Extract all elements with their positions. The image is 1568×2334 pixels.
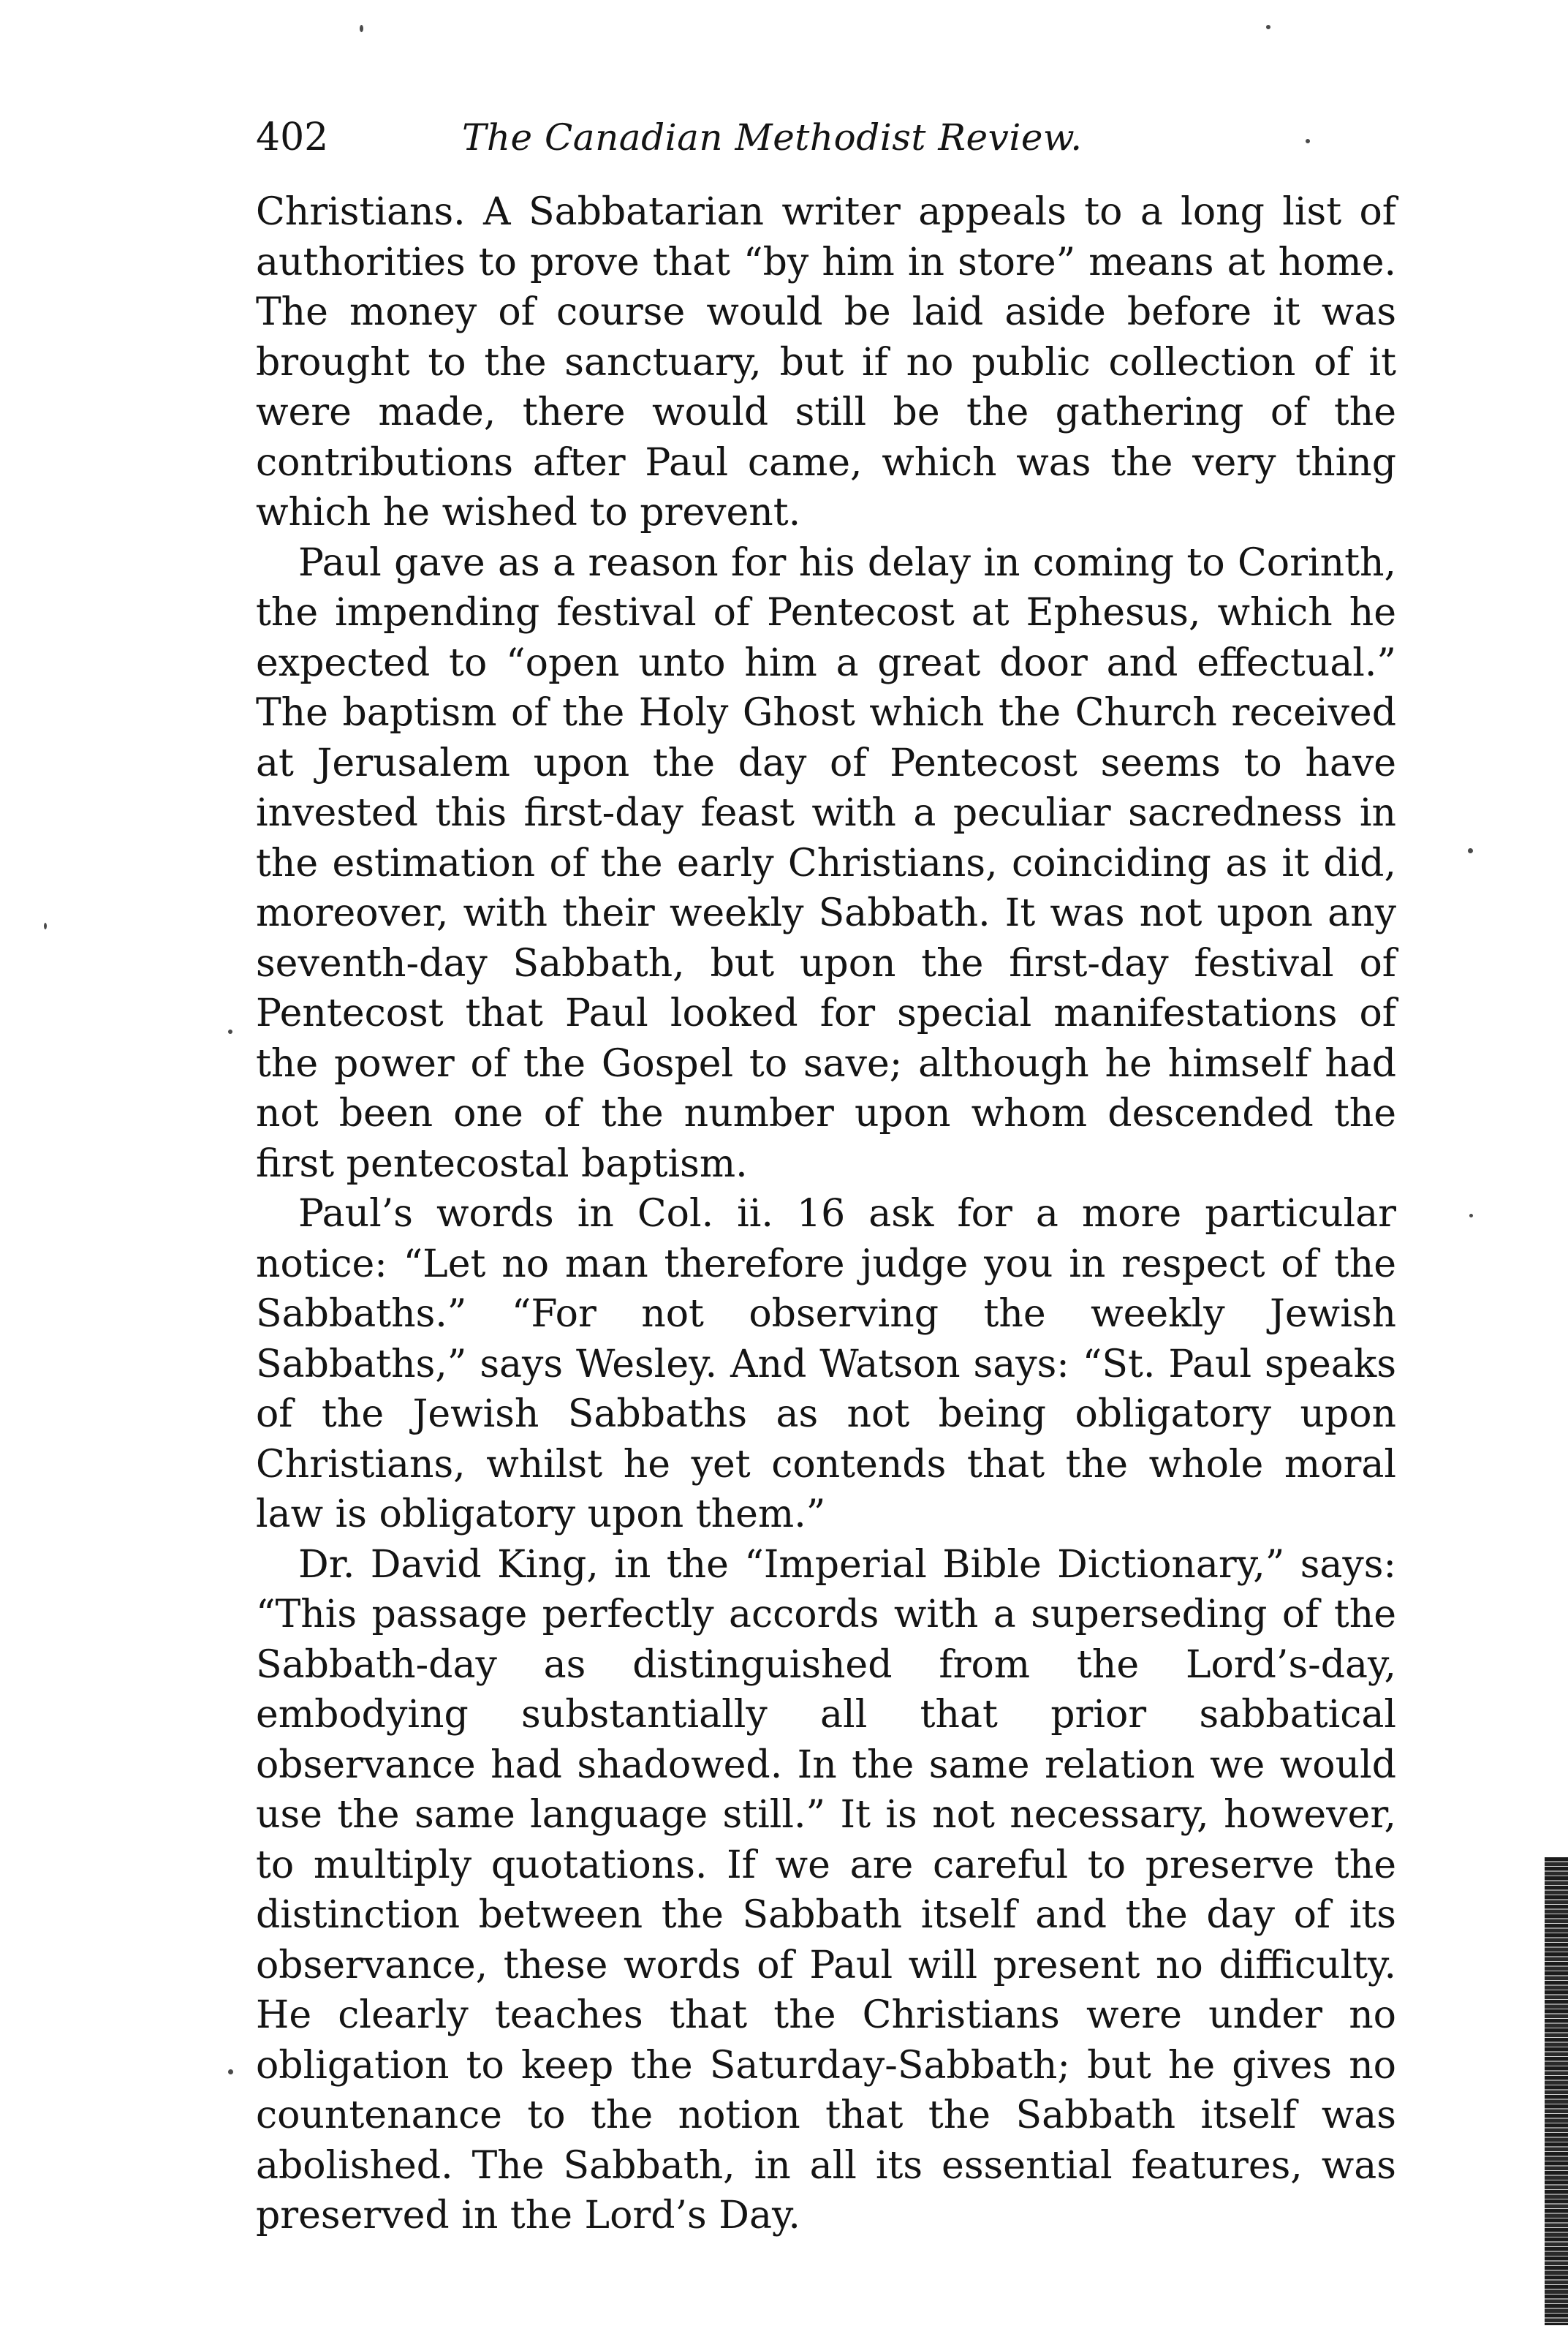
journal-title: The Canadian Methodist Review. xyxy=(462,116,1083,159)
print-speck xyxy=(1266,25,1270,29)
print-speck xyxy=(228,2069,233,2074)
print-speck xyxy=(1306,139,1310,143)
print-speck xyxy=(1468,848,1473,853)
print-speck xyxy=(360,25,363,32)
paragraph-3: Paul’s words in Col. ii. 16 ask for a more particular notice: “Let no man therefore judge you in respect of the Sabbaths.” “For not observing the weekly Jewish Sabbaths,” says Wesley. And Watson says: “St. Paul speaks of the Jewish Sabbaths as not being obligatory upon Christians, whilst he yet contends that the whole moral law is obligatory upon them.” xyxy=(256,1192,1396,1536)
scan-edge-artifact xyxy=(1545,1857,1568,2325)
paragraph-2: Paul gave as a reason for his delay in coming to Corinth, the impending festival of Pentecost at Ephesus, which he expected to “open unto him a great door and effectual.” The baptism of the Holy Ghost which the Church received at Jerusalem upon the day of Pentecost seems to have invested this first-day feast with a peculiar sacredness in the estimation of the early Christians, coinciding as it did, moreover, with their weekly Sabbath. It was not upon any seventh-day Sabbath, but upon the first-day festival of Pentecost that Paul looked for special manifestations of the power of the Gospel to save; although he himself had not been one of the number upon whom descended the first pentecostal baptism. xyxy=(256,540,1396,1186)
body-text xyxy=(256,187,1396,2241)
paragraph-4: Dr. David King, in the “Imperial Bible Dictionary,” says: “This passage perfectly accords with a superseding of the Sabbath-day as distinguished from the Lord’s-day, embodying substantially all that prior sabbatical observance had shadowed. In the same relation we would use the same language still.” It is not necessary, however, to multiply quotations. If we are careful to preserve the distinction between the Sabbath itself and the day of its observance, these words of Paul will present no difficulty. He clearly teaches that the Christians were under no obligation to keep the Saturday-Sabbath; but he gives no countenance to the notion that the Sabbath itself was abolished. The Sabbath, in all its essential features, was preserved in the Lord’s Day. xyxy=(256,1542,1396,2237)
print-speck xyxy=(228,1030,232,1034)
print-speck xyxy=(1469,1214,1473,1217)
page-number: 402 xyxy=(256,116,329,159)
paragraph-1: Christians. A Sabbatarian writer appeals to a long list of authorities to prove that “by him in store” means at home. The money of course would be laid aside before it was brought to the sanctuary, but if no public collection of it were made, there would still be the gathering of the contributions after Paul came, which was the very thing which he wished to prevent. xyxy=(256,190,1396,535)
print-speck xyxy=(44,923,47,929)
running-head xyxy=(256,108,1294,167)
